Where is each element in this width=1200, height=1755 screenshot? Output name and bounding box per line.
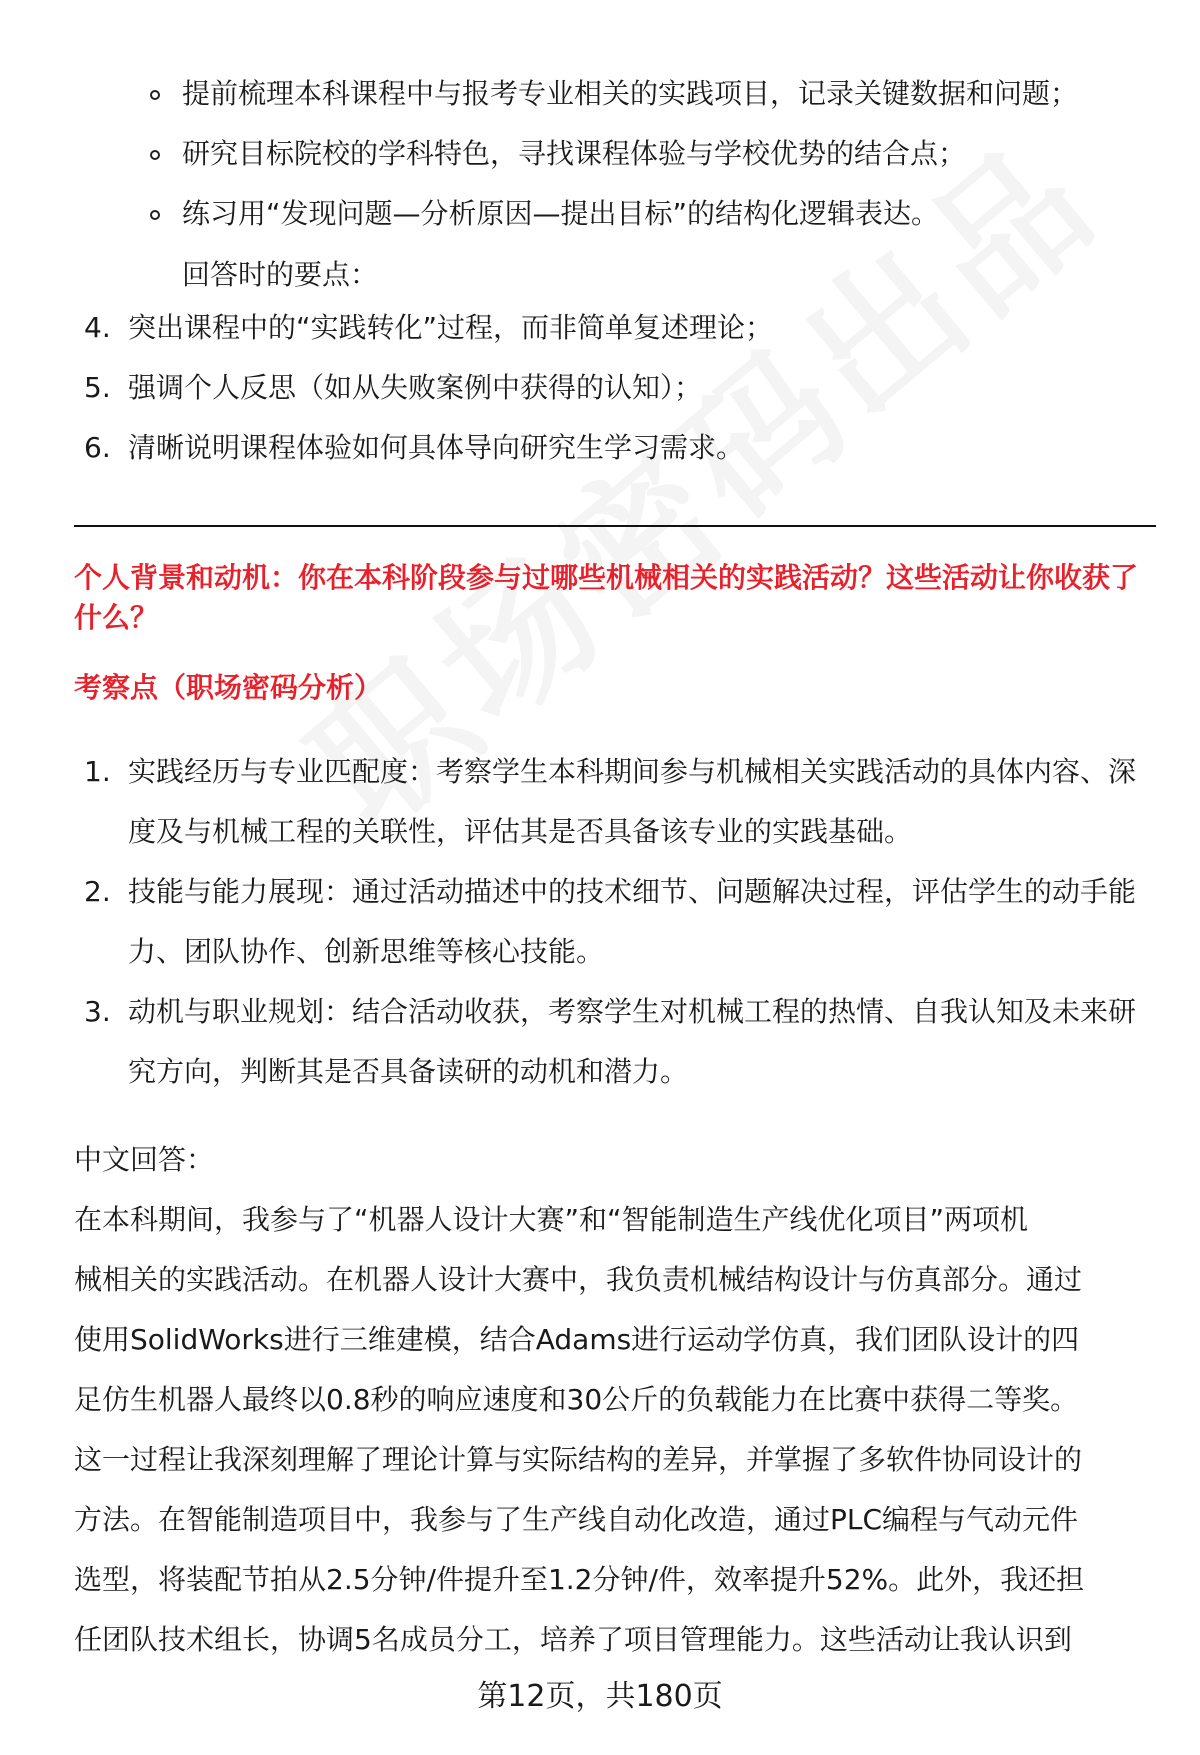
page-number-footer: 第12页，共180页: [477, 1679, 723, 1714]
list-item: 1. 实践经历与专业匹配度：考察学生本科期间参与机械相关实践活动的具体内容、深度及与机械工程的关联性，评估其是否具备该专业的实践基础。: [84, 755, 1137, 848]
list-item: 4. 突出课程中的“实践转化”过程，而非简单复述理论；: [84, 311, 774, 344]
circle-bullet-icon: [150, 210, 160, 220]
answer-label: 中文回答：: [74, 1143, 215, 1176]
list-item: 提前梳理本科课程中与报考专业相关的实践项目，记录关键数据和问题；: [150, 64, 1150, 124]
list-item: 练习用“发现问题—分析原因—提出目标”的结构化逻辑表达。: [150, 184, 1150, 244]
answer-points-list: [74, 298, 1154, 478]
question-heading: 个人背景和动机：你在本科阶段参与过哪些机械相关的实践活动？这些活动让你收获了什么？: [74, 561, 1139, 634]
list-item: 6. 清晰说明课程体验如何具体导向研究生学习需求。: [84, 431, 745, 464]
assessment-subheading: 考察点（职场密码分析）: [74, 671, 383, 704]
answer-points-heading: 回答时的要点：: [182, 258, 379, 291]
prep-bullet-list: [150, 64, 1150, 244]
circle-bullet-icon: [150, 150, 160, 160]
answer-paragraph: 在本科期间，我参与了“机器人设计大赛”和“智能制造生产线优化项目”两项机 械相关的实践活动。在机器人设计大赛中，我负责机械结构设计与仿真部分。通过 使用SolidWorks进行三维建模，结合Adams进行运动学仿真，我们团队设计的四 足仿生机器人最终以0.8秒的响应速度和30公斤的负载能力在比赛中获得二等奖。 这一过程让我深刻理解了理论计算与实际结构的差异，并掌握了多软件协同设计的 方法。在智能制造项目中，我参与了生产线自动化改造，通过PLC编程与气动元件 选型，将装配节拍从2.5分钟/件提升至1.2分钟/件，效率提升52%。此外，我还担 任团队技术组长，协调5名成员分工，培养了项目管理能力。这些活动让我认识到: [74, 1203, 1085, 1656]
list-item: 研究目标院校的学科特色，寻找课程体验与学校优势的结合点；: [150, 124, 1150, 184]
section-divider: [74, 525, 1156, 527]
list-item: 2. 技能与能力展现：通过活动描述中的技术细节、问题解决过程，评估学生的动手能力、团队协作、创新思维等核心技能。: [84, 875, 1137, 968]
assessment-criteria-list: [74, 742, 1154, 1102]
circle-bullet-icon: [150, 90, 160, 100]
list-item: 3. 动机与职业规划：结合活动收获，考察学生对机械工程的热情、自我认知及未来研究方向，判断其是否具备读研的动机和潜力。: [84, 995, 1137, 1088]
list-item: 5. 强调个人反思（如从失败案例中获得的认知）；: [84, 371, 703, 404]
